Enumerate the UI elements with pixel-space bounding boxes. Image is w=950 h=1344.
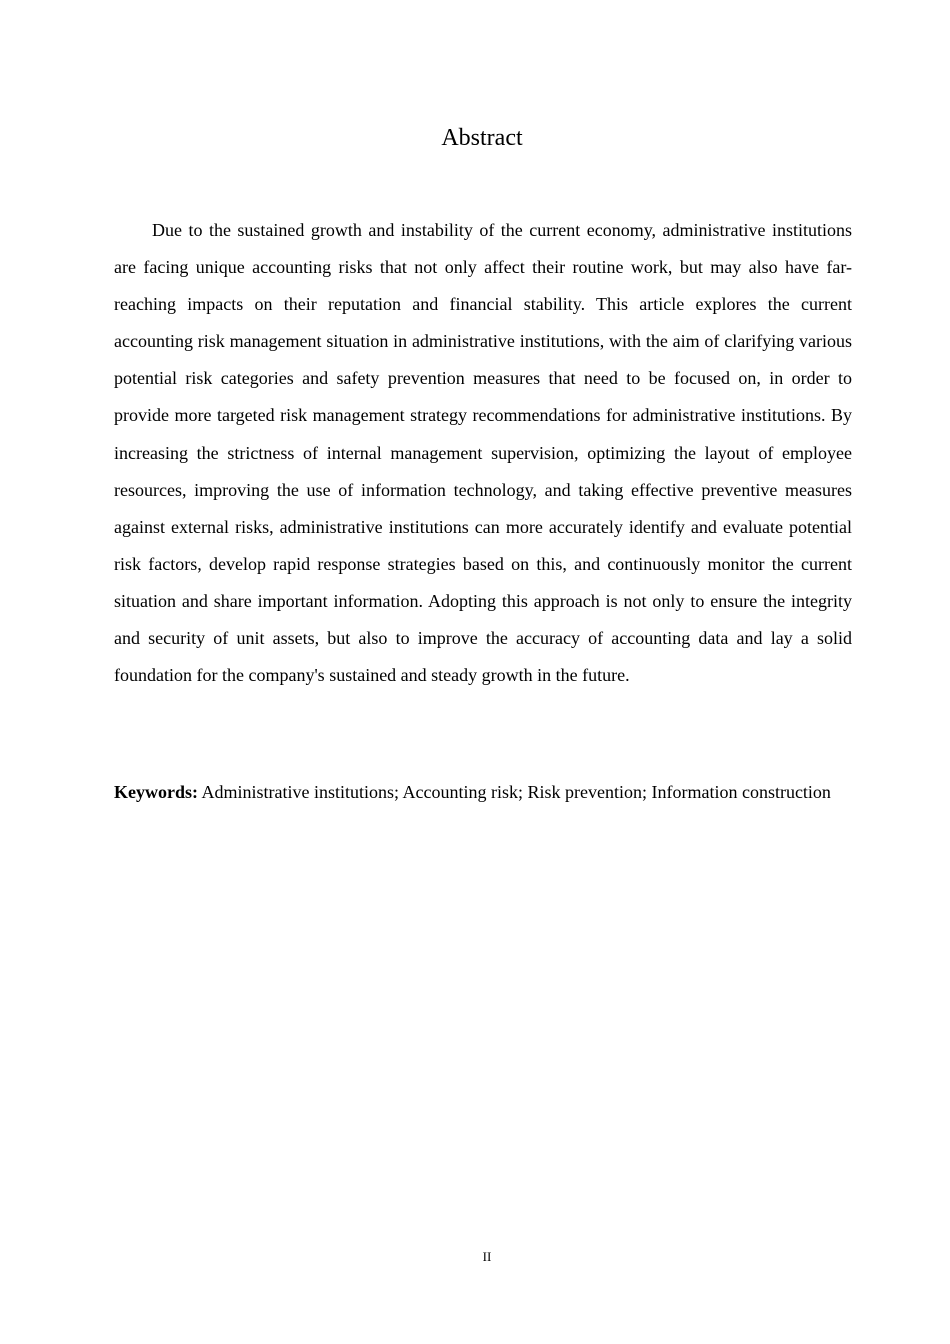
keywords-line — [114, 774, 852, 811]
keywords-label: Keywords: — [114, 782, 198, 802]
abstract-paragraph: Due to the sustained growth and instability of the current economy, administrative institutions are facing unique accounting risks that not only affect their routine work, but may also have far-reaching impacts on their reputation and financial stability. This article explores the current accounting risk management situation in administrative institutions, with the aim of clarifying various potential risk categories and safety prevention measures that need to be focused on, in order to provide more targeted risk management strategy recommendations for administrative institutions. By increasing the strictness of internal management supervision, optimizing the layout of employee resources, improving the use of information technology, and taking effective preventive measures against external risks, administrative institutions can more accurately identify and evaluate potential risk factors, develop rapid response strategies based on this, and continuously monitor the current situation and share important information. Adopting this approach is not only to ensure the integrity and security of unit assets, but also to improve the accuracy of accounting data and lay a solid foundation for the company's sustained and steady growth in the future. — [114, 220, 852, 686]
page-number: II — [482, 1249, 492, 1264]
page-title: Abstract — [441, 125, 523, 151]
keywords-text: Administrative institutions; Accounting risk; Risk prevention; Information construction — [198, 782, 831, 802]
